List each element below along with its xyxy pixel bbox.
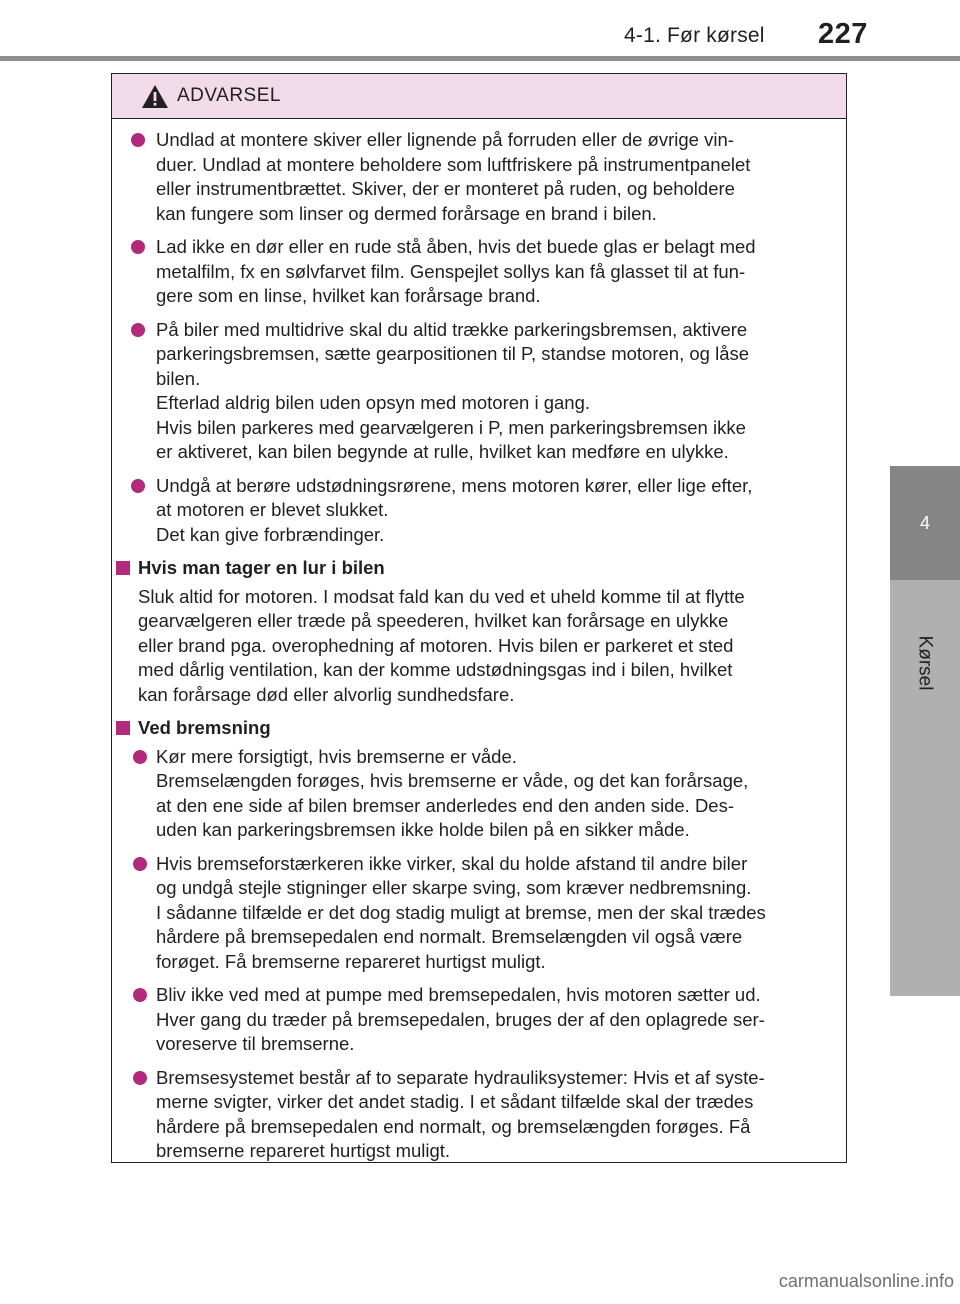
bullet-icon bbox=[131, 479, 145, 493]
section-heading bbox=[112, 556, 846, 581]
text-line: Undlad at montere skiver eller lignende på forruden eller de øvrige vin- bbox=[156, 129, 734, 150]
text-line: voreserve til bremserne. bbox=[156, 1033, 355, 1054]
warning-subitem bbox=[112, 1066, 846, 1164]
warning-title: ADVARSEL bbox=[177, 85, 281, 106]
text-line: duer. Undlad at montere beholdere som luftfriskere på instrumentpanelet bbox=[156, 153, 751, 175]
text-line: uden kan parkeringsbremsen ikke holde bilen på en sikker måde. bbox=[156, 819, 690, 840]
text-line: hårdere på bremsepedalen end normalt. Bremselængden vil også være bbox=[156, 926, 743, 947]
chapter-tab bbox=[890, 466, 960, 996]
text-line: hårdere på bremsepedalen end normalt, og bremselængden forøges. Få bbox=[156, 1115, 751, 1137]
bullet-icon bbox=[133, 750, 147, 764]
warning-content bbox=[112, 128, 846, 1173]
warning-subitem bbox=[112, 983, 846, 1057]
bullet-icon bbox=[131, 323, 145, 337]
square-bullet-icon bbox=[116, 561, 130, 575]
text-line: og undgå stejle stigninger eller skarpe sving, som kræver nedbremsning. bbox=[156, 877, 752, 898]
text-line: parkeringsbremsen, sætte gearpositionen til P, standse motoren, og låse bbox=[156, 343, 750, 364]
text-line: På biler med multidrive skal du altid trække parkeringsbremsen, aktivere bbox=[156, 318, 748, 340]
text-line: eller brand pga. overophedning af motoren. Hvis bilen er parkeret et sted bbox=[138, 634, 734, 656]
section-heading bbox=[112, 716, 846, 741]
text-line: Det kan give forbrændinger. bbox=[156, 523, 385, 545]
bullet-icon bbox=[133, 988, 147, 1002]
section-heading-text: Ved bremsning bbox=[138, 717, 271, 738]
section-heading-text: Hvis man tager en lur i bilen bbox=[138, 557, 385, 578]
chapter-label bbox=[904, 598, 944, 728]
text-line: at motoren er blevet slukket. bbox=[156, 499, 389, 520]
warning-header bbox=[112, 74, 846, 119]
text-line: Efterlad aldrig bilen uden opsyn med motoren i gang. bbox=[156, 392, 590, 413]
text-line: I sådanne tilfælde er det dog stadig muligt at bremse, men der skal trædes bbox=[156, 901, 766, 923]
warning-box bbox=[111, 73, 847, 1163]
page-number: 227 bbox=[818, 18, 868, 50]
text-line: Bremselængden forøges, hvis bremserne er våde, og det kan forårsage, bbox=[156, 770, 749, 791]
warning-subitem bbox=[112, 745, 846, 843]
text-line: er aktiveret, kan bilen begynde at rulle, hvilket kan medføre en ulykke. bbox=[156, 441, 729, 462]
text-line: Undgå at berøre udstødningsrørene, mens motoren kører, eller lige efter, bbox=[156, 474, 753, 496]
section-title: 4-1. Før kørsel bbox=[624, 24, 765, 47]
text-line: Hvis bremseforstærkeren ikke virker, skal du holde afstand til andre biler bbox=[156, 852, 748, 874]
header-rule bbox=[0, 56, 960, 61]
warning-item bbox=[112, 318, 846, 465]
text-line: bilen. bbox=[156, 367, 201, 389]
text-line: eller instrumentbrættet. Skiver, der er monteret på ruden, og beholdere bbox=[156, 178, 735, 199]
text-line: Hvis bilen parkeres med gearvælgeren i P, men parkeringsbremsen ikke bbox=[156, 416, 746, 438]
warning-triangle-icon bbox=[141, 84, 169, 109]
warning-subitem bbox=[112, 852, 846, 975]
text-line: gearvælgeren eller træde på speederen, hvilket kan forårsage en ulykke bbox=[138, 610, 729, 631]
text-line: Hver gang du træder på bremsepedalen, bruges der af den oplagrede ser- bbox=[156, 1008, 765, 1030]
watermark: carmanualsonline.info bbox=[778, 1271, 954, 1291]
text-line: gere som en linse, hvilket kan forårsage brand. bbox=[156, 285, 541, 306]
text-line: merne svigter, virker det andet stadig. I et sådant tilfælde skal der trædes bbox=[156, 1091, 754, 1112]
bullet-icon bbox=[133, 1071, 147, 1085]
bullet-icon bbox=[131, 240, 145, 254]
chapter-number: 4 bbox=[890, 466, 960, 580]
text-line: Sluk altid for motoren. I modsat fald kan du ved et uheld komme til at flytte bbox=[138, 585, 745, 607]
chapter-label-text: Kørsel bbox=[914, 635, 935, 691]
warning-item bbox=[112, 474, 846, 548]
bullet-icon bbox=[131, 133, 145, 147]
text-line: kan fungere som linser og dermed forårsage en brand i bilen. bbox=[156, 202, 657, 224]
warning-item bbox=[112, 235, 846, 309]
text-line: med dårlig ventilation, kan der komme udstødningsgas ind i bilen, hvilket bbox=[138, 659, 733, 680]
text-line: Kør mere forsigtigt, hvis bremserne er våde. bbox=[156, 745, 517, 767]
warning-item bbox=[112, 128, 846, 226]
bullet-icon bbox=[133, 857, 147, 871]
text-line: Bliv ikke ved med at pumpe med bremsepedalen, hvis motoren sætter ud. bbox=[156, 984, 761, 1005]
text-line: kan forårsage død eller alvorlig sundhedsfare. bbox=[138, 683, 515, 705]
text-line: at den ene side af bilen bremser anderledes end den anden side. Des- bbox=[156, 794, 734, 816]
text-line: bremserne repareret hurtigst muligt. bbox=[156, 1140, 451, 1161]
text-line: Bremsesystemet består af to separate hydrauliksystemer: Hvis et af syste- bbox=[156, 1066, 765, 1088]
text-line: Lad ikke en dør eller en rude stå åben, hvis det buede glas er belagt med bbox=[156, 236, 756, 257]
section-paragraph bbox=[112, 585, 846, 708]
text-line: metalfilm, fx en sølvfarvet film. Genspejlet sollys kan få glasset til at fun- bbox=[156, 260, 746, 282]
square-bullet-icon bbox=[116, 721, 130, 735]
text-line: forøget. Få bremserne repareret hurtigst muligt. bbox=[156, 950, 546, 972]
